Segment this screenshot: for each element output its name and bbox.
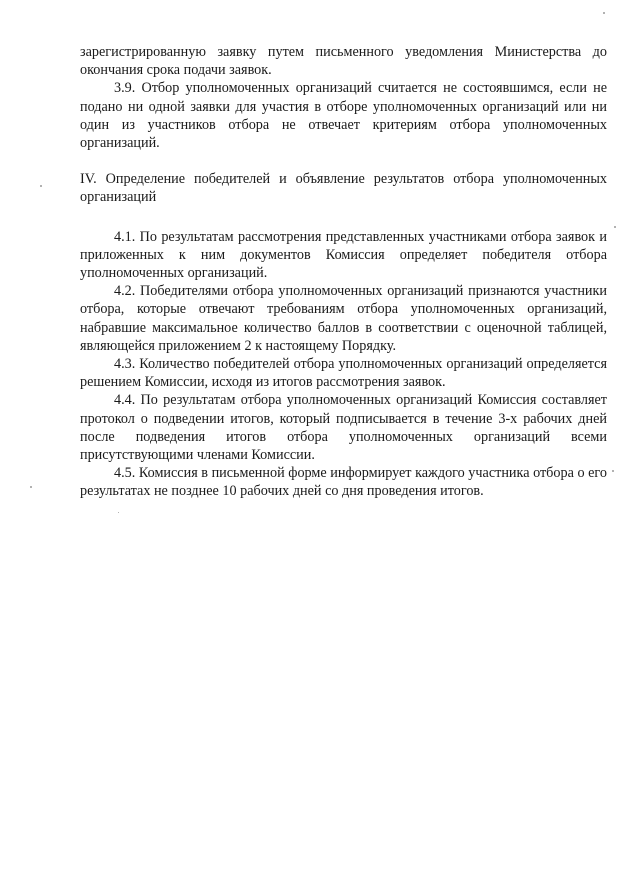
section-heading: IV. Определение победителей и объявление результатов отбора уполномоченных организаций: [80, 171, 607, 206]
paragraph-3-8-continuation: зарегистрированную заявку путем письменного уведомления Министерства до окончания срока подачи заявок.: [80, 44, 607, 79]
spacer: [80, 152, 607, 170]
scan-speck: [612, 470, 614, 472]
scan-speck: [118, 512, 119, 513]
paragraph-4-5: 4.5. Комиссия в письменной форме информирует каждого участника отбора о его результатах не позднее 10 рабочих дней со дня проведения итогов.: [80, 465, 607, 500]
paragraph-4-3: 4.3. Количество победителей отбора уполномоченных организаций определяется решением Комиссии, исходя из итогов рассмотрения заявок.: [80, 356, 607, 391]
scan-speck: [30, 486, 32, 488]
scan-speck: [603, 12, 605, 14]
paragraph-3-9: 3.9. Отбор уполномоченных организаций считается не состоявшимся, если не подано ни одной заявки для участия в отборе уполномоченных организаций или ни один из участников отбора не отвечает критериям отбора уполномоченных организаций.: [80, 80, 607, 152]
paragraph-4-4: 4.4. По результатам отбора уполномоченных организаций Комиссия составляет протокол о подведении итогов, который подписывается в течение 3-х рабочих дней после подведения итогов отбора уполномоченных организаций всеми присутствующими членами Комиссии.: [80, 392, 607, 464]
document-body: [80, 43, 607, 501]
scan-speck: [40, 185, 42, 187]
paragraph-4-1: 4.1. По результатам рассмотрения представленных участниками отбора заявок и приложенных к ним документов Комиссия определяет победителя отбора уполномоченных организаций.: [80, 228, 607, 282]
paragraph-4-2: 4.2. Победителями отбора уполномоченных организаций признаются участники отбора, которые отвечают требованиям отбора уполномоченных организаций, набравшие максимальное количество баллов в соответствии с оценочной таблицей, являющейся приложением 2 к настоящему Порядку.: [80, 283, 607, 354]
spacer: [80, 207, 607, 228]
scan-speck: [614, 226, 616, 228]
